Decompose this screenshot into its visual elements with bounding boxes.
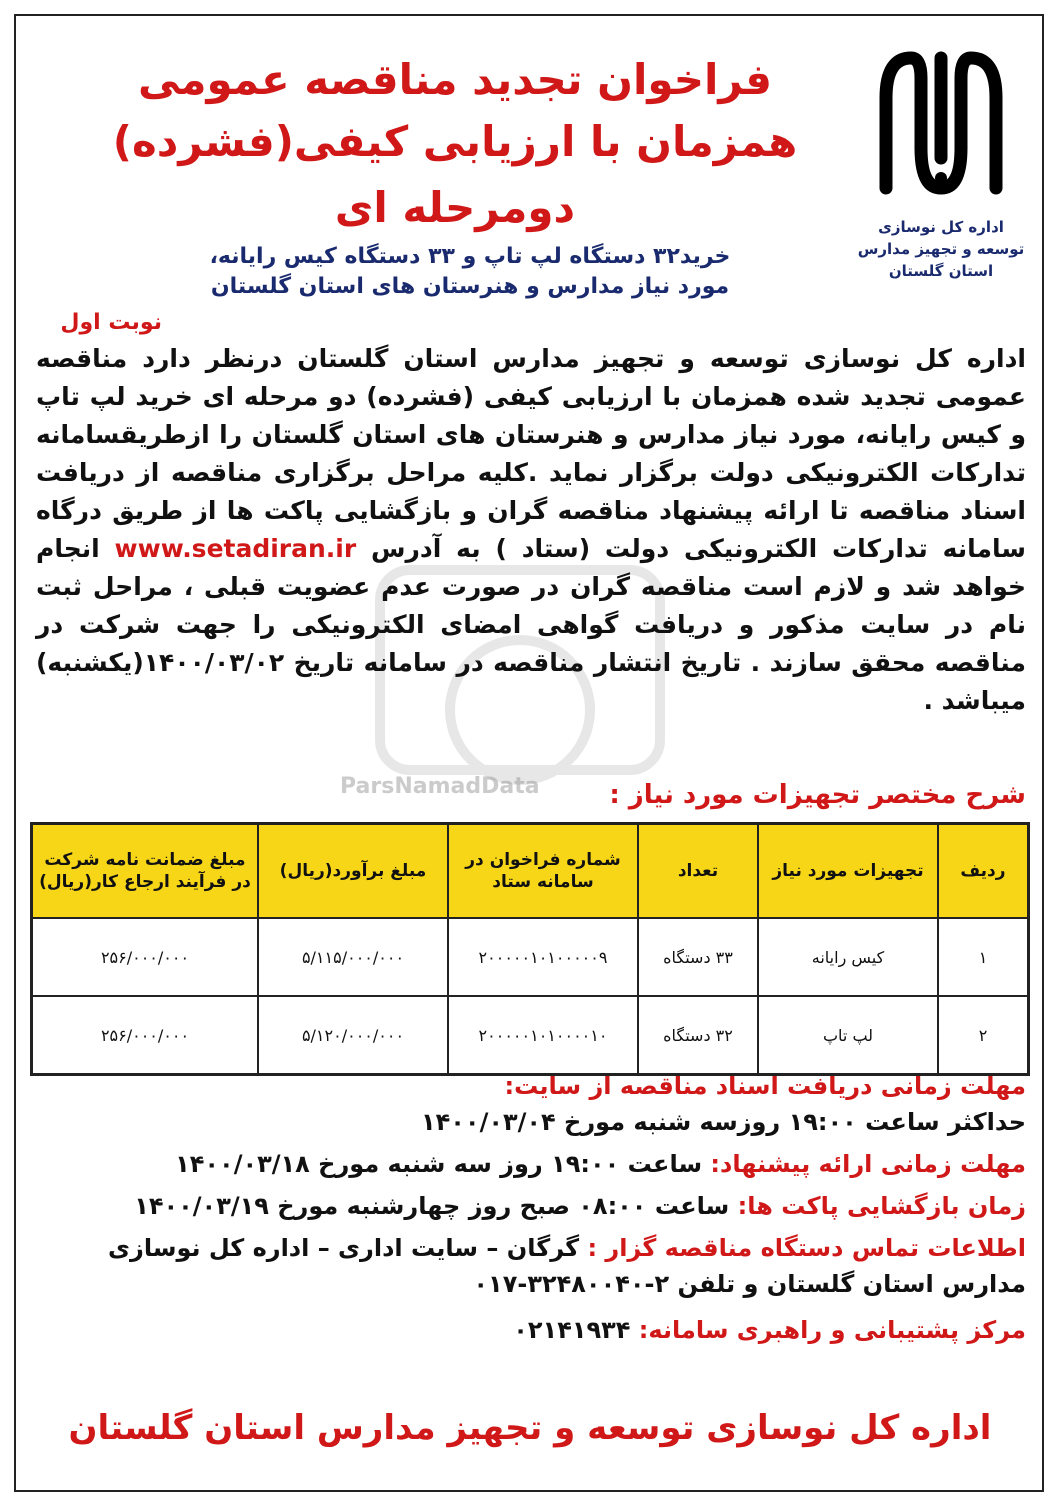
body-part2: انجام خواهد شد و لازم است مناقصه گران در صورت عدم عضویت قبلی ، مراحل ثبت نام در سایت مذکور و دریافت گواهی امضای الکترونیکی را جهت شرکت در مناقصه محقق سازند . تاریخ انتشار مناقصه در سامانه تاریخ ۱۴۰۰/۰۳/۰۲(یکشنبه) میباشد . [36, 534, 1026, 715]
col-header-tender-number: شماره فراخوان در سامانه ستاد [448, 824, 638, 919]
org-logo-block [856, 38, 1026, 282]
org-name-line3: استان گلستان [888, 262, 994, 280]
cell-tender-number: ۲۰۰۰۰۰۱۰۱۰۰۰۰۱۰ [448, 996, 638, 1075]
iran-emblem-icon [866, 38, 1016, 208]
equipment-section-title: شرح مختصر تجهیزات مورد نیاز : [609, 780, 1026, 810]
opening-time-value: ساعت ۰۸:۰۰ صبح روز چهارشنبه مورخ ۱۴۰۰/۰۳/۱۹ [134, 1192, 738, 1220]
cell-estimate: ۵/۱۲۰/۰۰۰/۰۰۰ [258, 996, 448, 1075]
watermark-text: ParsNamadData [340, 774, 540, 799]
cell-tender-number: ۲۰۰۰۰۰۱۰۱۰۰۰۰۰۹ [448, 918, 638, 996]
subtitle-line2: مورد نیاز مدارس و هنرستان های استان گلستان [210, 274, 730, 299]
table-header-row [32, 824, 1029, 919]
title-line3: دومرحله ای [334, 183, 576, 232]
docs-deadline-label: مهلت زمانی دریافت اسناد مناقصه از سایت: [504, 1072, 1026, 1100]
cell-quantity: ۳۲ دستگاه [638, 996, 758, 1075]
body-part1: اداره کل نوسازی توسعه و تجهیز مدارس استان گلستان درنظر دارد مناقصه عمومی تجدید شده همزمان با ارزیابی کیفی (فشرده) دو مرحله ای خرید لپ تاپ و کیس رایانه، مورد نیاز مدارس و هنرستان های استان گلستان را ازطریقسامانه تدارکات الکترونیکی دولت برگزار نماید .کلیه مراحل برگزاری مناقصه از دریافت اسناد مناقصه تا ارائه پیشنهاد مناقصه گران و بازگشایی پاکت ها از طریق درگاه سامانه تدارکات الکترونیکی دولت (ستاد ) به آدرس [36, 344, 1027, 563]
support-center-label: مرکز پشتیبانی و راهبری سامانه: [638, 1316, 1026, 1344]
opening-time-label: زمان بازگشایی پاکت ها: [737, 1192, 1026, 1220]
contact-info-label: اطلاعات تماس دستگاه مناقصه گزار : [587, 1234, 1026, 1262]
equipment-table [30, 822, 1030, 1076]
org-name-line2: توسعه و تجهیز مدارس [857, 240, 1025, 258]
support-center-value: ۰۲۱۴۱۹۳۴ [513, 1316, 639, 1344]
cell-row-num: ۲ [938, 996, 1029, 1075]
cell-equipment: کیس رایانه [758, 918, 938, 996]
setadiran-link[interactable]: www.setadiran.ir [114, 534, 357, 563]
cell-quantity: ۳۳ دستگاه [638, 918, 758, 996]
footer-org-name: اداره کل نوسازی توسعه و تجهیز مدارس استان گلستان [68, 1408, 992, 1448]
table-row [32, 996, 1029, 1075]
title-line2: همزمان با ارزیابی کیفی(فشرده) [112, 117, 798, 166]
contact-info [36, 1230, 1026, 1302]
offer-deadline-label: مهلت زمانی ارائه پیشنهاد: [710, 1150, 1026, 1178]
col-header-equipment: تجهیزات مورد نیاز [758, 824, 938, 919]
org-name-line1: اداره کل نوسازی [878, 218, 1004, 236]
subtitle-line1: خرید۳۲ دستگاه لپ تاپ و ۳۳ دستگاه کیس رایانه، [209, 244, 731, 269]
cell-guarantee: ۲۵۶/۰۰۰/۰۰۰ [32, 918, 259, 996]
docs-deadline-value: حداکثر ساعت ۱۹:۰۰ روزسه شنبه مورخ ۱۴۰۰/۰۳/۰۴ [420, 1108, 1026, 1136]
opening-time [36, 1188, 1026, 1224]
cell-equipment: لپ تاپ [758, 996, 938, 1075]
cell-row-num: ۱ [938, 918, 1029, 996]
support-center [36, 1312, 1026, 1348]
cell-guarantee: ۲۵۶/۰۰۰/۰۰۰ [32, 996, 259, 1075]
offer-deadline [36, 1146, 1026, 1182]
contact-info-value: گرگان – سایت اداری – اداره کل نوسازی مدارس استان گلستان و تلفن ۲-۳۲۴۸۰۰۴۰-۰۱۷ [108, 1234, 1026, 1298]
cell-estimate: ۵/۱۱۵/۰۰۰/۰۰۰ [258, 918, 448, 996]
offer-deadline-value: ساعت ۱۹:۰۰ روز سه شنبه مورخ ۱۴۰۰/۰۳/۱۸ [175, 1150, 711, 1178]
col-header-guarantee: مبلغ ضمانت نامه شرکت در فرآیند ارجاع کار(ریال) [32, 824, 259, 919]
col-header-quantity: تعداد [638, 824, 758, 919]
col-header-row-num: ردیف [938, 824, 1029, 919]
title-line1: فراخوان تجدید مناقصه عمومی [137, 55, 773, 104]
table-row [32, 918, 1029, 996]
announcement-body [36, 340, 1026, 720]
col-header-estimate: مبلغ برآورد(ریال) [258, 824, 448, 919]
subtitle [150, 242, 790, 302]
round-label: نوبت اول [60, 310, 162, 335]
